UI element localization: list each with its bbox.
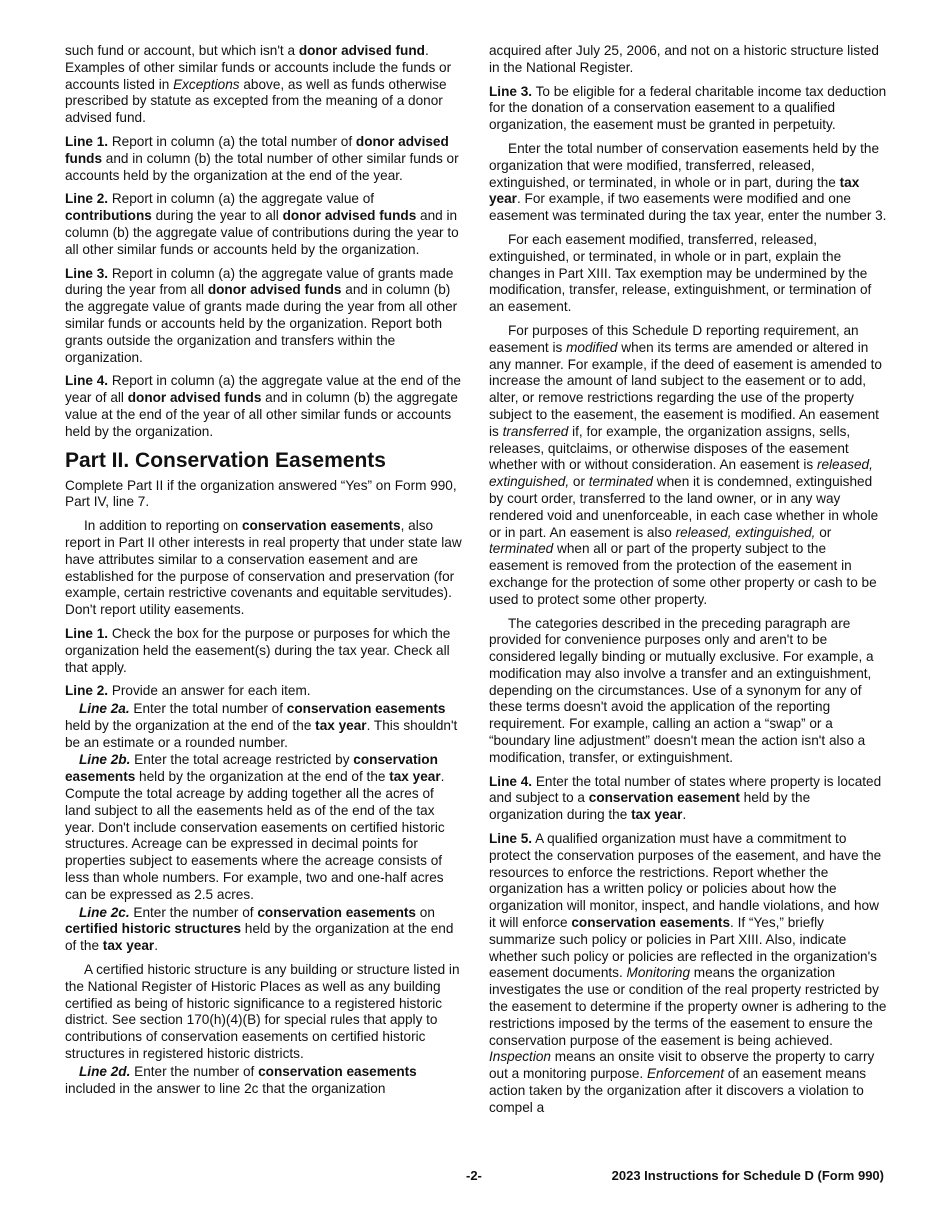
- paragraph-line-2c: Line 2c. Enter the number of conservation easements on certified historic structures held by the organization at the end of the tax year.: [65, 904, 454, 954]
- paragraph-categories: The categories described in the preceding paragraph are provided for convenience purposes only and aren't to be considered legally binding or mutually exclusive. For example, a modification may also involve a transfer and an extinguishment, depending on the circumstances. Use of a synonym for any of these terms doesn't avoid the application of the reporting requirement. For example, calling an action a “swap” or a “boundary line adjustment” doesn't mean the action isn't also a modification, transfer, or extinguishment.: [489, 615, 874, 765]
- paragraph-line-2a: Line 2a. Enter the total number of conservation easements held by the organization at the end of the tax year. This shouldn't be an estimate or a rounded number.: [65, 701, 458, 750]
- left-column: [65, 43, 463, 1098]
- paragraph-daf-line-4: Line 4. Report in column (a) the aggregate value at the end of the year of all donor advised funds and in column (b) the aggregate value at the end of the year of all other similar funds or accounts held by the organization.: [65, 373, 461, 439]
- part-ii-heading: Part II. Conservation Easements: [65, 448, 386, 472]
- paragraph-line-2b: Line 2b. Enter the total acreage restricted by conservation easements held by the organization at the end of the tax year. Compute the total acreage by adding together all the acres of land subject to all the easements held as of the end of the tax year. Don't include conservation easements on certified historic structures. Acreage can be expressed in decimal points for properties subject to easements where the acreage consists of less than whole numbers. For example, two and one-half acres can be expressed as 2.5 acres.: [65, 752, 445, 902]
- paragraph-daf-line-2: Line 2. Report in column (a) the aggregate value of contributions during the year to all donor advised funds and in column (b) the aggregate value of contributions during the year to all other similar funds or accounts held by the organization.: [65, 191, 459, 257]
- page-footer: [0, 1168, 950, 1188]
- paragraph-daf-line-3: Line 3. Report in column (a) the aggregate value of grants made during the year from all donor advised funds and in column (b) the aggregate value of grants made during the year from all other similar funds or accounts held by the organization. Report both grants outside the organization and transfers within the organization.: [65, 265, 458, 365]
- paragraph-easement-line-2: Line 2. Provide an answer for each item.: [65, 683, 311, 699]
- right-column: [489, 43, 887, 1124]
- paragraph-line-2d: Line 2d. Enter the number of conservation easements included in the answer to line 2c that the organization: [65, 1063, 417, 1096]
- paragraph-definitions: For purposes of this Schedule D reporting requirement, an easement is modified when its terms are amended or altered in any manner. For example, if the deed of easement is amended to increase the amount of land subject to the easement or to add, alter, or remove restrictions regarding the use of the property subject to the easement, the easement is modified. An easement is transferred if, for example, the organization assigns, sells, releases, quitclaims, or otherwise disposes of the easement whether with or without consideration. An easement is released, extinguished, or terminated when it is condemned, extinguished by court order, transferred to the land owner, or in any way rendered void and unenforceable, in each case whether in whole or in part. An easement is also released, extinguished, or terminated when all or part of the property subject to the easement is removed from the protection of the easement in exchange for the protection of some other property or cash to be used to protect some other property.: [489, 322, 882, 607]
- paragraph-part-ii-addition: In addition to reporting on conservation easements, also report in Part II other interests in real property that under state law have attributes similar to a conservation easement and are established for the purpose of conservation and preservation (for example, certain restrictive covenants and equitable servitudes). Don't report utility easements.: [65, 518, 462, 618]
- paragraph-daf-continuation: such fund or account, but which isn't a donor advised fund. Examples of other similar funds or accounts include the funds or accounts listed in Exceptions above, as well as funds otherwise prescribed by statute as excepted from the meaning of a donor advised fund.: [65, 43, 452, 126]
- paragraph-total-easements-modified: Enter the total number of conservation easements held by the organization that were modified, transferred, released, extinguished, or terminated, in whole or in part, during the tax year. For example, if two easements were modified and one easement was terminated during the tax year, enter the number 3.: [489, 140, 887, 224]
- paragraph-daf-line-1: Line 1. Report in column (a) the total number of donor advised funds and in column (b) the total number of other similar funds or accounts held by the organization at the end of the year.: [65, 133, 459, 183]
- paragraph-easement-line-4: Line 4. Enter the total number of states where property is located and subject to a conservation easement held by the organization during the tax year.: [489, 773, 882, 823]
- paragraph-easement-line-3: Line 3. To be eligible for a federal charitable income tax deduction for the donation of a conservation easement to a qualified organization, the easement must be granted in perpetuity.: [489, 83, 887, 133]
- paragraph-line-2d-continuation: acquired after July 25, 2006, and not on a historic structure listed in the National Register.: [489, 43, 879, 75]
- paragraph-certified-historic-structure: A certified historic structure is any building or structure listed in the National Register of Historic Places as well as any building certified as being of historic significance to a registered historic district. See section 170(h)(4)(B) for special rules that apply to contributions of conservation easements on certified historic structures in registered historic districts.: [65, 962, 460, 1062]
- paragraph-explain-changes: For each easement modified, transferred, released, extinguished, or terminated, in whole or in part, explain the changes in Part XIII. Tax exemption may be undermined by the modification, transfer, release, extinguishment, or termination of an easement.: [489, 231, 872, 315]
- page-number: -2-: [466, 1168, 482, 1183]
- paragraph-easement-line-1: Line 1. Check the box for the purpose or purposes for which the organization held the easement(s) during the tax year. Check all that apply.: [65, 625, 451, 675]
- document-title: 2023 Instructions for Schedule D (Form 990): [611, 1168, 884, 1183]
- paragraph-easement-line-5: Line 5. A qualified organization must have a commitment to protect the conservation purposes of the easement, and have the resources to enforce the restrictions. Report whether the organization has a written policy or policies about how the organization will monitor, inspect, and handle violations, and how it will enforce conservation easements. If “Yes,” briefly summarize such policy or policies in Part XIII. Also, indicate whether such policy or policies are reflected in the organization's easement documents. Monitoring means the organization investigates the use or condition of the real property restricted by the easement to determine if the property owner is adhering to the restrictions imposed by the terms of the easement to ensure the conservation purpose of the easement is being achieved. Inspection means an onsite visit to observe the property to carry out a monitoring purpose. Enforcement of an easement means action taken by the organization after it discovers a violation to compel a: [489, 831, 887, 1115]
- paragraph-part-ii-intro: Complete Part II if the organization answered “Yes” on Form 990, Part IV, line 7.: [65, 477, 457, 510]
